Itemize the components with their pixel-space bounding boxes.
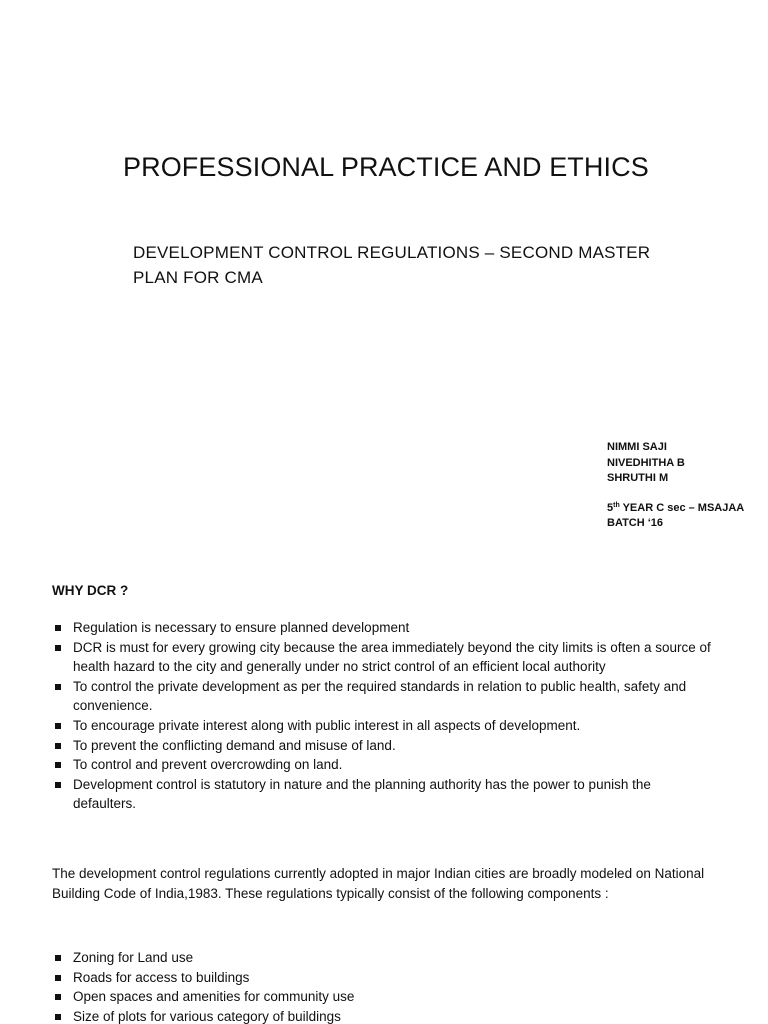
author-name: NIMMI SAJI [607, 441, 667, 453]
why-dcr-list [52, 618, 712, 814]
list-item-text: Size of plots for various category of buildings [73, 1008, 341, 1024]
authors-block [607, 440, 744, 532]
batch-info: BATCH ‘16 [607, 517, 664, 529]
list-item-text: Regulation is necessary to ensure planned development [73, 620, 410, 635]
list-item [52, 948, 712, 968]
author-name: SHRUTHI M [607, 472, 669, 484]
list-item-text: Roads for access to buildings [73, 969, 250, 985]
spacer [607, 487, 744, 501]
list-item-text: To control and prevent overcrowding on land. [73, 757, 343, 773]
author-name: NIVEDHITHA B [607, 456, 685, 469]
page-subtitle: DEVELOPMENT CONTROL REGULATIONS – SECOND MASTER PLAN FOR CMA [133, 243, 651, 287]
list-item [52, 638, 712, 677]
year-superscript: th [613, 501, 620, 509]
list-item-text: To encourage private interest along with public interest in all aspects of development. [73, 717, 581, 733]
square-bullet-icon [55, 762, 61, 768]
square-bullet-icon [55, 782, 61, 788]
list-item-text: To prevent the conflicting demand and misuse of land. [73, 737, 396, 753]
list-item-text: To control the private development as per the required standards in relation to public health, safety and convenience. [73, 678, 687, 714]
year-number: 5 [607, 501, 614, 514]
square-bullet-icon [55, 1014, 61, 1020]
list-item [52, 775, 712, 814]
components-list [52, 948, 712, 1024]
square-bullet-icon [55, 994, 61, 1000]
list-item-text: Development control is statutory in nature and the planning authority has the power to punish the defaulters. [73, 776, 651, 812]
square-bullet-icon [55, 645, 61, 651]
square-bullet-icon [55, 723, 61, 729]
section-heading-why-dcr: WHY DCR ? [52, 583, 129, 598]
list-item [52, 987, 712, 1007]
year-rest: YEAR C sec – MSAJAA [619, 501, 745, 514]
page-title: PROFESSIONAL PRACTICE AND ETHICS [123, 152, 649, 182]
list-item [52, 618, 712, 638]
square-bullet-icon [55, 684, 61, 690]
square-bullet-icon [55, 955, 61, 961]
list-item-text: DCR is must for every growing city because the area immediately beyond the city limits is often a source of health hazard to the city and generally under no strict control of an efficient local authority [73, 639, 711, 675]
list-item [52, 1007, 712, 1024]
list-item [52, 677, 712, 716]
list-item [52, 736, 712, 756]
square-bullet-icon [55, 625, 61, 631]
list-item-text: Zoning for Land use [73, 950, 194, 965]
components-paragraph: The development control regulations currently adopted in major Indian cities are broadly modeled on National Building Code of India,1983. These regulations typically consist of the following components : [52, 866, 705, 901]
list-item [52, 716, 712, 736]
square-bullet-icon [55, 975, 61, 981]
list-item [52, 755, 712, 775]
list-item-text: Open spaces and amenities for community use [73, 989, 355, 1005]
class-info [607, 501, 744, 517]
square-bullet-icon [55, 743, 61, 749]
list-item [52, 968, 712, 988]
